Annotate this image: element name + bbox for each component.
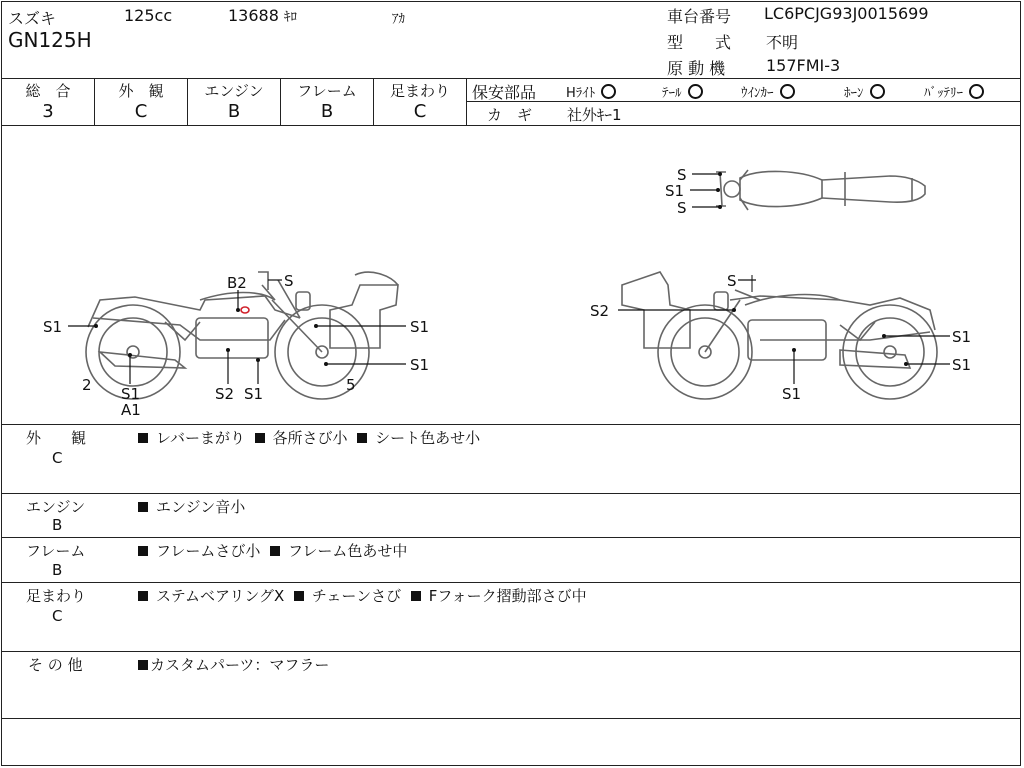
engine-value: 157FMI-3 xyxy=(766,56,841,75)
divider xyxy=(1,582,1021,583)
remark-label-suspension: 足まわり xyxy=(26,587,87,605)
diagram-label: S1 xyxy=(665,182,685,200)
color: ｱｶ xyxy=(392,12,405,27)
grade-exterior-value: C xyxy=(134,101,148,122)
diagram-label: S1 xyxy=(410,356,430,374)
grade-overall-value: 3 xyxy=(42,101,54,122)
frame-no-label: 車台番号 xyxy=(667,7,732,26)
safety-item-taillight: ﾃｰﾙ xyxy=(662,82,703,101)
frame-no: LC6PCJG93J0015699 xyxy=(764,4,929,23)
remark-items-exterior: レバーまがり 各所さび小 シート色あせ小 xyxy=(138,427,480,448)
key-label: カ ギ xyxy=(487,106,533,124)
remark-items-other: カスタムパーツ：マフラー xyxy=(138,654,329,675)
diagram-label: S xyxy=(677,199,687,217)
diagram-label: S1 xyxy=(244,385,264,403)
bullet-icon xyxy=(270,546,280,556)
bullet-icon xyxy=(138,660,148,670)
grade-engine-value: B xyxy=(227,101,241,122)
diagram-label: S1 xyxy=(952,328,972,346)
divider xyxy=(1,718,1021,719)
damage-mark xyxy=(241,307,249,313)
model-name: GN125H xyxy=(8,28,92,52)
maker: スズキ xyxy=(8,9,57,28)
divider xyxy=(1,651,1021,652)
bullet-icon xyxy=(411,591,421,601)
bullet-icon xyxy=(255,433,265,443)
remark-grade-suspension: C xyxy=(52,607,63,625)
bullet-icon xyxy=(138,433,148,443)
leader-lines xyxy=(68,174,950,384)
displacement: 125cc xyxy=(124,6,173,25)
mileage-value: 13688 ｷﾛ xyxy=(228,6,297,25)
safety-item-winker: ｳｲﾝｶｰ xyxy=(741,82,795,101)
diagram-label: 5 xyxy=(346,376,356,394)
grade-frame-value: B xyxy=(320,101,334,122)
bullet-icon xyxy=(138,546,148,556)
diagram-label: S1 xyxy=(782,385,802,403)
bullet-icon xyxy=(357,433,367,443)
remark-grade-frame: B xyxy=(52,561,63,579)
bullet-icon xyxy=(138,591,148,601)
engine-label: 原 動 機 xyxy=(667,59,726,78)
diagram-label: S1 xyxy=(43,318,63,336)
remark-label-frame: フレーム xyxy=(26,542,86,560)
remark-label-exterior: 外 観 xyxy=(26,429,87,447)
grade-frame-label: フレーム xyxy=(297,82,357,100)
type-value: 不明 xyxy=(766,33,799,52)
remark-label-other: そ の 他 xyxy=(28,656,83,674)
grade-engine-label: エンジン xyxy=(204,82,264,100)
remark-grade-engine: B xyxy=(52,516,63,534)
diagram-label: S2 xyxy=(215,385,235,403)
diagram-label: S xyxy=(677,166,687,184)
diagram-label: S xyxy=(727,272,737,290)
bullet-icon xyxy=(138,502,148,512)
divider xyxy=(1,537,1021,538)
bullet-icon xyxy=(294,591,304,601)
diagram-label: S xyxy=(284,272,294,290)
key-value: 社外ｷｰ1 xyxy=(567,106,622,124)
diagram-label: S2 xyxy=(590,302,610,320)
diagram-label: S1 xyxy=(121,385,141,403)
grade-overall-label: 総 合 xyxy=(25,82,71,100)
divider xyxy=(1,493,1021,494)
remark-items-frame: フレームさび小 フレーム色あせ中 xyxy=(138,540,407,561)
remark-items-suspension: ステムベアリングX チェーンさび Fフォーク摺動部さび中 xyxy=(138,585,587,606)
grade-suspension-value: C xyxy=(413,101,427,122)
safety-item-battery: ﾊﾞｯﾃﾘｰ xyxy=(924,82,984,101)
diagram-label: B2 xyxy=(227,274,247,292)
motorcycle-top-view xyxy=(716,170,925,210)
safety-title: 保安部品 xyxy=(472,83,537,102)
leader-dots xyxy=(94,172,908,366)
grade-suspension-label: 足まわり xyxy=(389,82,450,100)
grade-exterior-label: 外 観 xyxy=(118,82,164,100)
diagram-label: S1 xyxy=(952,356,972,374)
safety-item-headlight: Hﾗｲﾄ xyxy=(566,82,616,101)
type-label: 型 式 xyxy=(667,33,732,52)
diagram-label: 2 xyxy=(82,376,92,394)
remark-label-engine: エンジン xyxy=(26,498,86,516)
remark-grade-exterior: C xyxy=(52,449,63,467)
diagram-label: S1 xyxy=(410,318,430,336)
remark-items-engine: エンジン音小 xyxy=(138,496,245,517)
safety-item-horn: ﾎｰﾝ xyxy=(844,82,885,101)
diagram-label: A1 xyxy=(121,401,141,419)
